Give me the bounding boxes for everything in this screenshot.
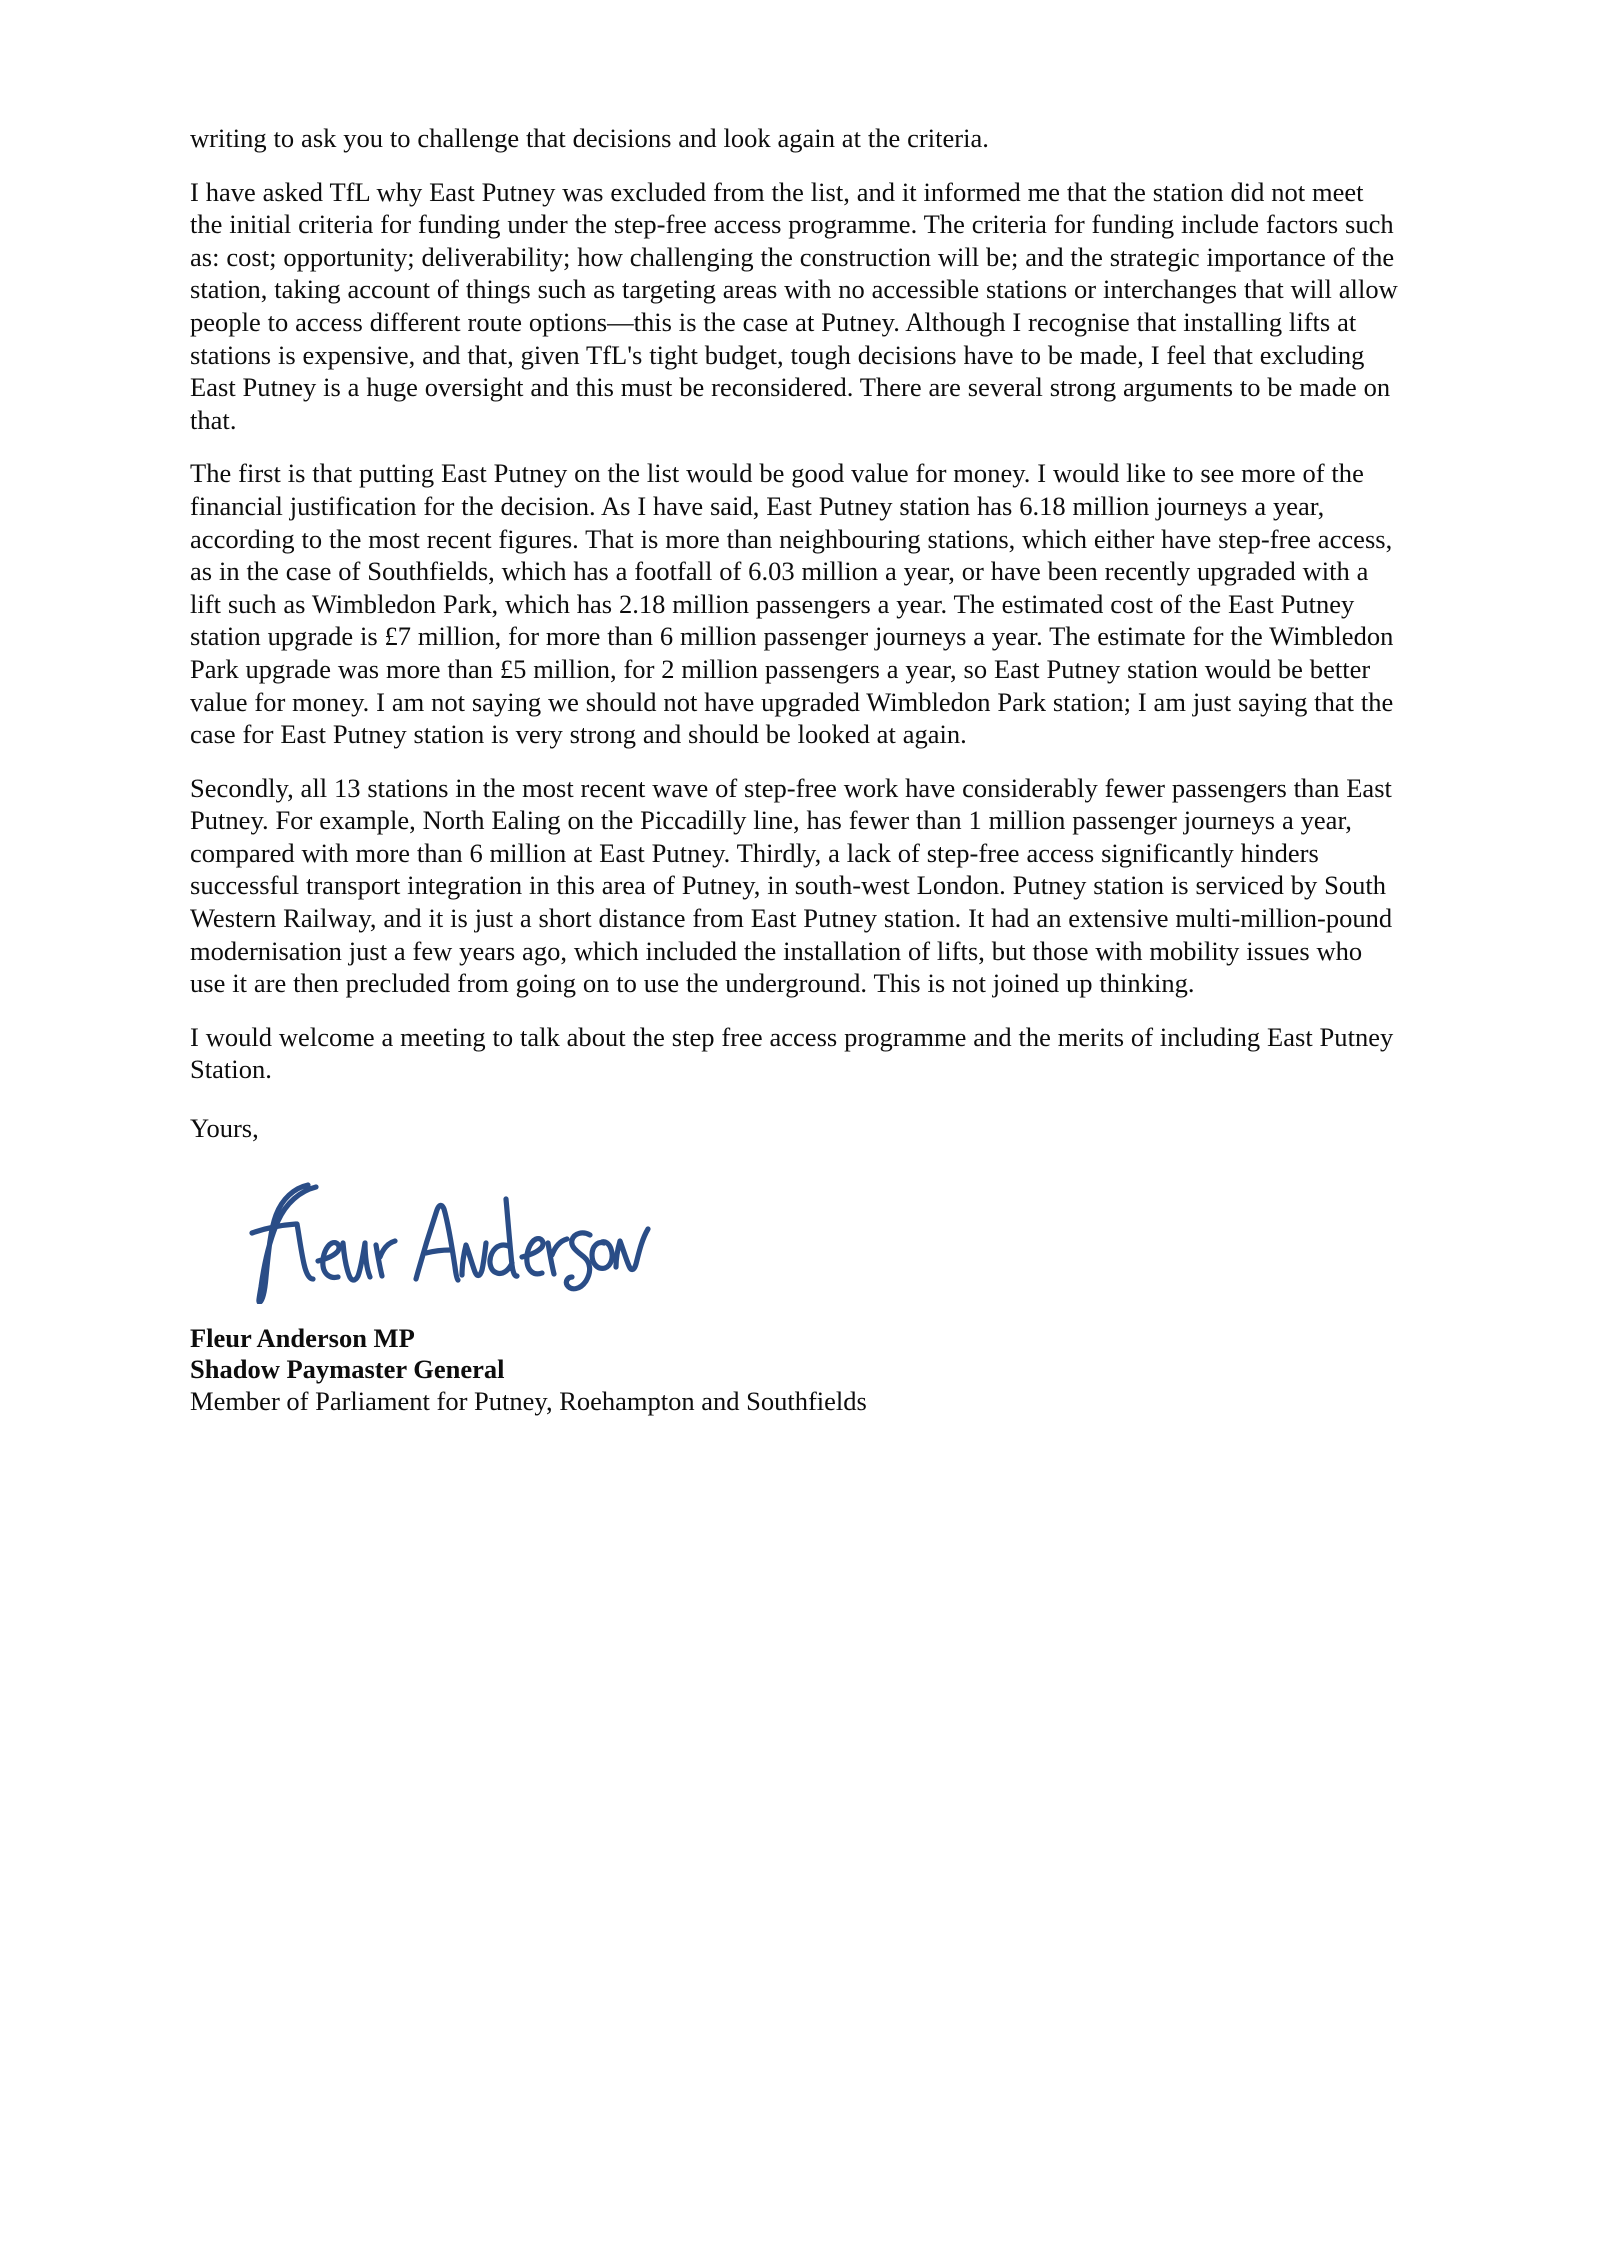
signature-block: [190, 1163, 1402, 1313]
closing-salutation: Yours,: [190, 1113, 259, 1144]
paragraph-value-for-money: The first is that putting East Putney on the list would be good value for money. I would like to see more of the financial justification for the decision. As I have said, East Putney station has 6.18 million journeys a year, according to the most recent figures. That is more than neighbouring stations, which either have step-free access, as in the case of Southfields, which has a footfall of 6.03 million a year, or have been recently upgraded with a lift such as Wimbledon Park, which has 2.18 million passengers a year. The estimated cost of the East Putney station upgrade is £7 million, for more than 6 million passenger journeys a year. The estimate for the Wimbledon Park upgrade was more than £5 million, for 2 million passengers a year, so East Putney station would be better value for money. I am not saying we should not have upgraded Wimbledon Park station; I am just saying that the case for East Putney station is very strong and should be looked at again.: [190, 458, 1394, 750]
paragraph-tfl-criteria: I have asked TfL why East Putney was excluded from the list, and it informed me that the station did not meet the initial criteria for funding under the step-free access programme. The criteria for funding include factors such as: cost; opportunity; deliverability; how challenging the construction will be; and the strategic importance of the station, taking account of things such as targeting areas with no accessible stations or interchanges that will allow people to access different route options—this is the case at Putney. Although I recognise that installing lifts at stations is expensive, and that, given TfL's tight budget, tough decisions have to be made, I feel that excluding East Putney is a huge oversight and this must be reconsidered. There are several strong arguments to be made on that.: [190, 176, 1398, 435]
signoff-constituency: Member of Parliament for Putney, Roehampton and Southfields: [190, 1385, 867, 1416]
handwritten-signature: [238, 1169, 658, 1304]
signoff-block: [190, 1323, 1402, 1418]
signoff-name: Fleur Anderson MP: [190, 1322, 415, 1353]
signoff-title: Shadow Paymaster General: [190, 1354, 505, 1385]
paragraph-secondly-thirdly: Secondly, all 13 stations in the most recent wave of step-free work have considerably fewer passengers than East Putney. For example, North Ealing on the Piccadilly line, has fewer than 1 million passenger journeys a year, compared with more than 6 million at East Putney. Thirdly, a lack of step-free access significantly hinders successful transport integration in this area of Putney, in south-west London. Putney station is serviced by South Western Railway, and it is just a short distance from East Putney station. It had an extensive multi-million-pound modernisation just a few years ago, which included the installation of lifts, but those with mobility issues who use it are then precluded from going on to use the underground. This is not joined up thinking.: [190, 772, 1393, 999]
paragraph-continuation: writing to ask you to challenge that decisions and look again at the criteria.: [190, 123, 989, 153]
paragraph-meeting-request: I would welcome a meeting to talk about the step free access programme and the merits of including East Putney Station.: [190, 1021, 1394, 1085]
letter-body: [190, 122, 1402, 1417]
